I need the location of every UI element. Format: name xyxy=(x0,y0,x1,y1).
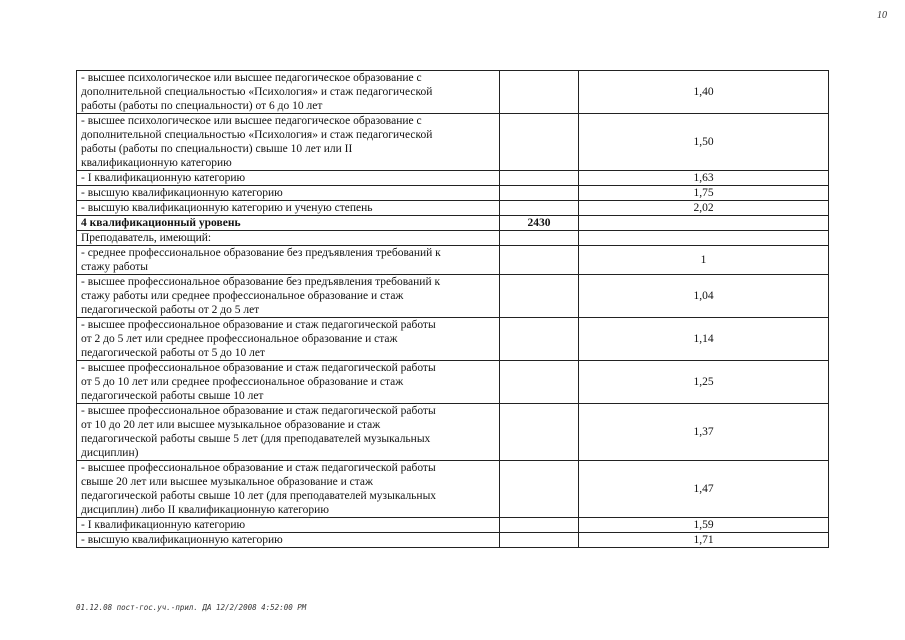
coefficient-cell: 1,14 xyxy=(579,318,829,361)
base-salary-cell xyxy=(500,404,579,461)
base-salary-cell xyxy=(500,318,579,361)
requirement-cell: - высшее профессиональное образование и стаж педагогической работы от 5 до 10 лет или среднее профессиональное образование и стаж педагогической работы свыше 10 лет xyxy=(77,361,500,404)
requirement-cell: - I квалификационную категорию xyxy=(77,171,500,186)
base-salary-cell xyxy=(500,201,579,216)
base-salary-cell xyxy=(500,461,579,518)
requirement-cell: - высшее психологическое или высшее педагогическое образование с дополнительной специальностью «Психология» и стаж педагогической работы (работы по специальности) свыше 10 лет или II квалификационную категорию xyxy=(77,114,500,171)
table-body xyxy=(77,71,829,548)
table-row xyxy=(77,275,829,318)
qualification-level-row xyxy=(77,216,829,231)
requirement-cell: - высшую квалификационную категорию и ученую степень xyxy=(77,201,500,216)
coefficient-cell: 1,71 xyxy=(579,533,829,548)
requirement-cell: - высшее профессиональное образование и стаж педагогической работы от 2 до 5 лет или среднее профессиональное образование и стаж педагогической работы от 5 до 10 лет xyxy=(77,318,500,361)
coefficient-cell: 1,75 xyxy=(579,186,829,201)
coefficient-cell: 1,25 xyxy=(579,361,829,404)
base-salary-cell xyxy=(500,186,579,201)
coefficient-cell: 1,40 xyxy=(579,71,829,114)
requirement-cell: - среднее профессиональное образование без предъявления требований к стажу работы xyxy=(77,246,500,275)
page-number: 10 xyxy=(877,10,887,21)
base-salary-cell xyxy=(500,114,579,171)
coefficient-cell: 1,04 xyxy=(579,275,829,318)
requirement-cell: - высшее профессиональное образование и стаж педагогической работы свыше 20 лет или высшее музыкальное образование и стаж педагогической работы свыше 10 лет (для преподавателей музыкальных дисциплин) либо II квалификационную категорию xyxy=(77,461,500,518)
coefficient-cell: 1,47 xyxy=(579,461,829,518)
base-salary-cell: 2430 xyxy=(500,216,579,231)
table-row xyxy=(77,461,829,518)
coefficient-cell: 1,63 xyxy=(579,171,829,186)
base-salary-cell xyxy=(500,71,579,114)
base-salary-cell xyxy=(500,246,579,275)
requirement-cell: - высшее психологическое или высшее педагогическое образование с дополнительной специальностью «Психология» и стаж педагогической работы (работы по специальности) от 6 до 10 лет xyxy=(77,71,500,114)
table-row xyxy=(77,186,829,201)
requirement-cell: Преподаватель, имеющий: xyxy=(77,231,500,246)
table-row xyxy=(77,361,829,404)
table-row xyxy=(77,318,829,361)
requirement-cell: - высшее профессиональное образование и стаж педагогической работы от 10 до 20 лет или высшее музыкальное образование и стаж педагогической работы свыше 5 лет (для преподавателей музыкальных дисциплин) xyxy=(77,404,500,461)
requirement-cell: - высшую квалификационную категорию xyxy=(77,186,500,201)
coefficient-cell: 2,02 xyxy=(579,201,829,216)
coefficient-cell: 1,59 xyxy=(579,518,829,533)
table-row xyxy=(77,114,829,171)
base-salary-cell xyxy=(500,361,579,404)
table-row xyxy=(77,518,829,533)
table-row xyxy=(77,404,829,461)
salary-coefficient-table xyxy=(76,70,829,548)
coefficient-cell: 1,50 xyxy=(579,114,829,171)
document-footer: 01.12.08 пост-гос.уч.-прил. ДА 12/2/2008 4:52:00 PM xyxy=(76,603,307,612)
table-row xyxy=(77,246,829,275)
base-salary-cell xyxy=(500,231,579,246)
table-row xyxy=(77,71,829,114)
base-salary-cell xyxy=(500,533,579,548)
table-row xyxy=(77,171,829,186)
coefficient-cell: 1,37 xyxy=(579,404,829,461)
table-row xyxy=(77,533,829,548)
requirement-cell: 4 квалификационный уровень xyxy=(77,216,500,231)
base-salary-cell xyxy=(500,518,579,533)
table-row xyxy=(77,201,829,216)
table-row xyxy=(77,231,829,246)
coefficient-cell xyxy=(579,231,829,246)
coefficient-cell: 1 xyxy=(579,246,829,275)
base-salary-cell xyxy=(500,171,579,186)
requirement-cell: - высшую квалификационную категорию xyxy=(77,533,500,548)
coefficient-cell xyxy=(579,216,829,231)
requirement-cell: - высшее профессиональное образование без предъявления требований к стажу работы или среднее профессиональное образование и стаж педагогической работы от 2 до 5 лет xyxy=(77,275,500,318)
base-salary-cell xyxy=(500,275,579,318)
requirement-cell: - I квалификационную категорию xyxy=(77,518,500,533)
